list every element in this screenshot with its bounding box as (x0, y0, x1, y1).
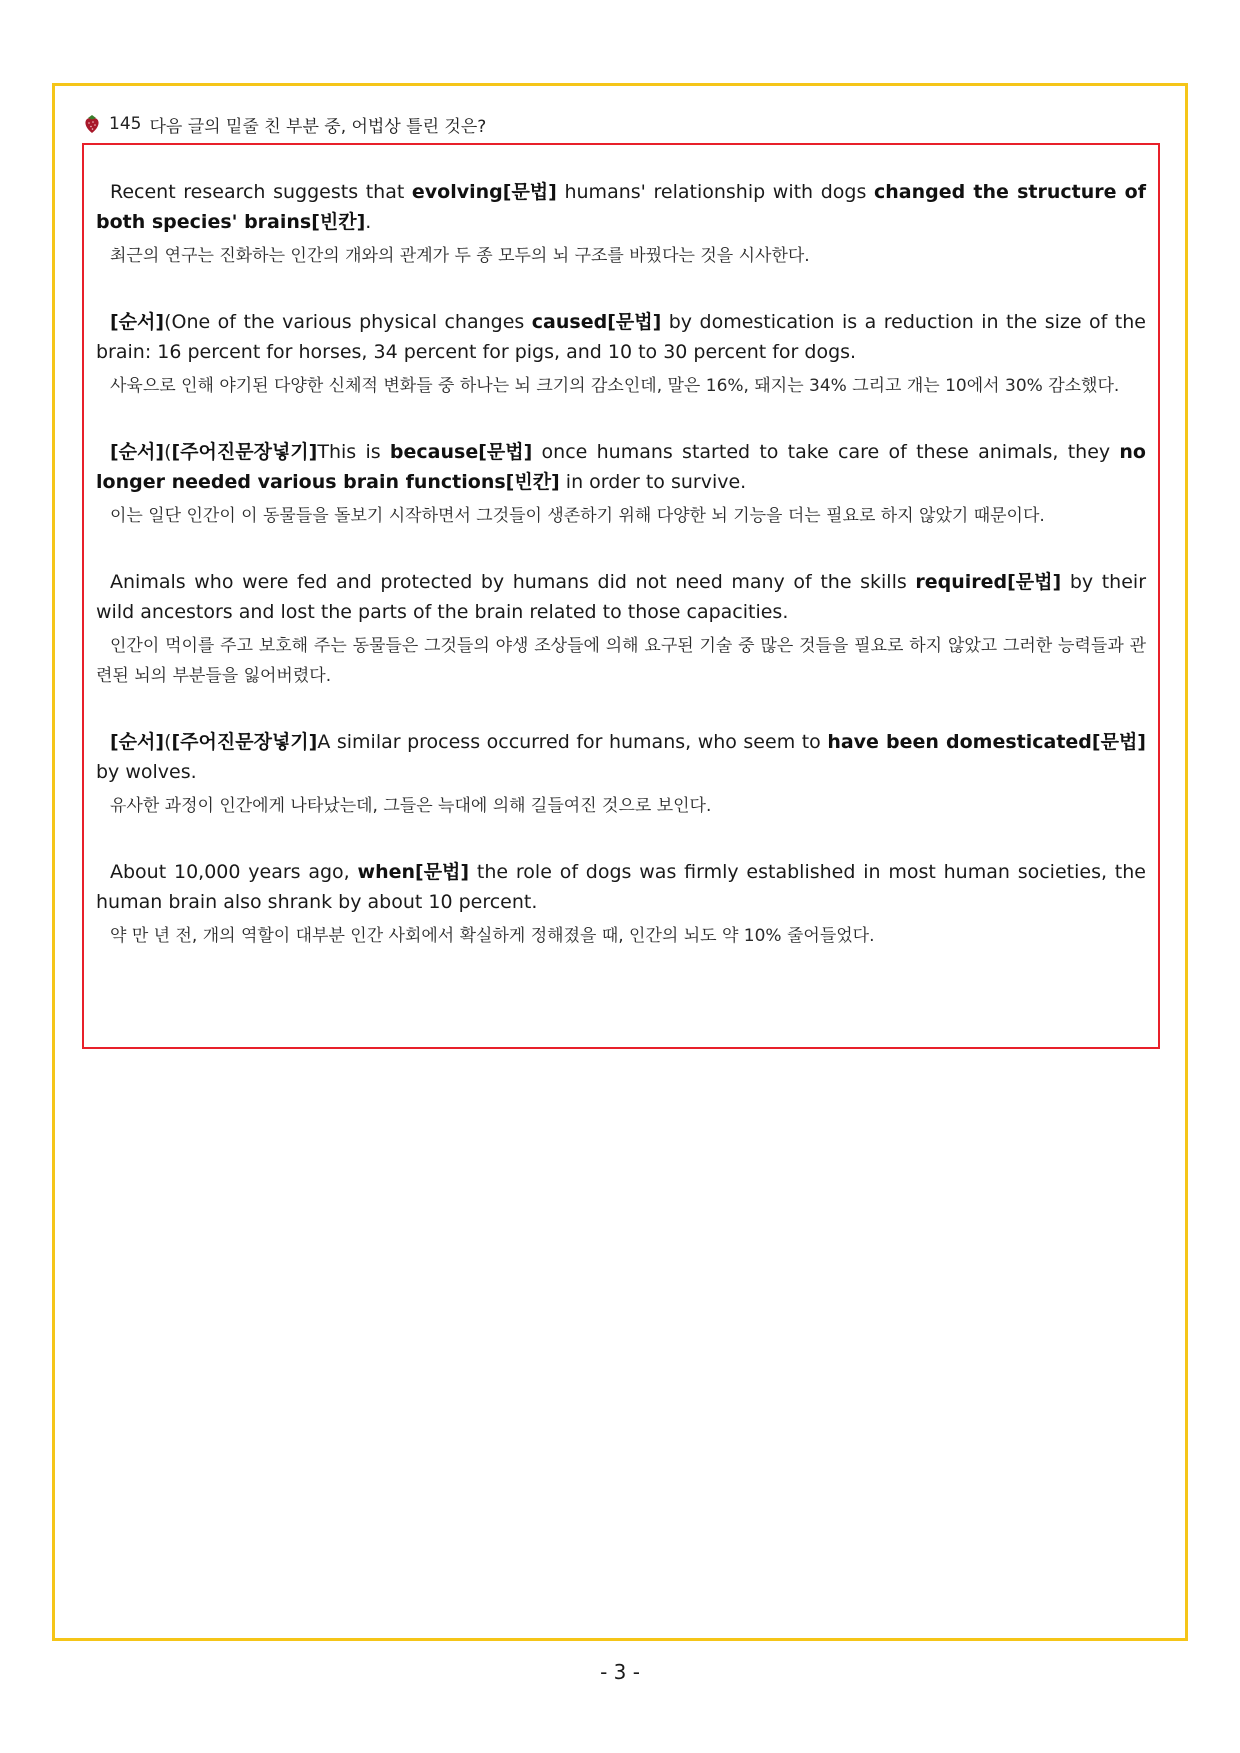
korean-translation: 유사한 과정이 인간에게 나타났는데, 그들은 늑대에 의해 길들여진 것으로 보인다. (110, 796, 712, 816)
passage-box (82, 143, 1160, 1049)
sentence-text: ( (164, 731, 172, 753)
marked-phrase: no longer needed various brain functions[빈칸] (96, 441, 1146, 493)
sentence-text: A similar process occurred for humans, who seem to (317, 731, 828, 753)
sentence-text: (One of the various physical changes (164, 311, 532, 333)
sentence-text: . (365, 211, 372, 233)
sentence-text: About 10,000 years ago, (110, 861, 358, 883)
sentence-text: This is (317, 441, 390, 463)
marked-phrase: [주어진문장넣기] (171, 731, 318, 753)
sentence-text: once humans started to take care of these animals, they (532, 441, 1120, 463)
page-number: - 3 - (600, 1660, 640, 1684)
sentence-text: by domestication is a reduction in the size of the brain: 16 percent for horses, 34 percent for pigs, and 10 to 30 percent for dogs. (96, 311, 1146, 363)
marked-phrase: [주어진문장넣기] (171, 441, 318, 463)
marked-phrase: changed the structure of both species' brains[빈칸] (96, 181, 1146, 233)
english-sentence (96, 437, 1146, 497)
strawberry-bullet-icon (84, 114, 100, 134)
korean-translation: 이는 일단 인간이 이 동물들을 돌보기 시작하면서 그것들이 생존하기 위해 다양한 뇌 기능을 더는 필요로 하지 않았기 때문이다. (110, 506, 1045, 526)
korean-translation: 사육으로 인해 야기된 다양한 신체적 변화들 중 하나는 뇌 크기의 감소인데, 말은 16%, 돼지는 34% 그리고 개는 10에서 30% 감소했다. (110, 376, 1120, 396)
sentence-text: Recent research suggests that (110, 181, 412, 203)
sentence-text: in order to survive. (559, 471, 747, 493)
marked-phrase: when[문법] (357, 861, 470, 883)
english-sentence (96, 727, 1146, 787)
question-header (84, 111, 486, 137)
english-sentence (96, 567, 1146, 627)
passage-paragraph (96, 307, 1146, 401)
korean-translation: 인간이 먹이를 주고 보호해 주는 동물들은 그것들의 야생 조상들에 의해 요구된 기술 중 많은 것들을 필요로 하지 않았고 그러한 능력들과 관련된 뇌의 부분들을 잃어버렸다. (96, 636, 1146, 686)
sentence-text: by their wild ancestors and lost the parts of the brain related to those capacities. (96, 571, 1147, 623)
sentence-text: ( (164, 441, 172, 463)
marked-phrase: [순서] (110, 311, 165, 333)
marked-phrase: have been domesticated[문법] (827, 731, 1146, 753)
passage-paragraph (96, 437, 1146, 531)
sentence-text: the role of dogs was firmly established in most human societies, the human brain also shrank by about 10 percent. (96, 861, 1146, 913)
question-text: 다음 글의 밑줄 친 부분 중, 어법상 틀린 것은? (149, 116, 487, 137)
marked-phrase: required[문법] (915, 571, 1062, 593)
marked-phrase: caused[문법] (531, 311, 662, 333)
marked-phrase: evolving[문법] (411, 181, 557, 203)
korean-translation: 약 만 년 전, 개의 역할이 대부분 인간 사회에서 확실하게 정해졌을 때, 인간의 뇌도 약 10% 줄어들었다. (110, 926, 875, 946)
english-sentence (96, 307, 1146, 367)
marked-phrase: [순서] (110, 441, 165, 463)
marked-phrase: [순서] (110, 731, 165, 753)
passage-paragraph (96, 567, 1146, 691)
sentence-text: Animals who were fed and protected by humans did not need many of the skills (110, 571, 916, 593)
passage-paragraph (96, 177, 1146, 271)
marked-phrase: because[문법] (389, 441, 533, 463)
sentence-text: humans' relationship with dogs (556, 181, 874, 203)
english-sentence (96, 857, 1146, 917)
question-number: 145 (109, 114, 142, 134)
passage-paragraph (96, 857, 1146, 951)
sentence-text: by wolves. (96, 761, 197, 783)
korean-translation: 최근의 연구는 진화하는 인간의 개와의 관계가 두 종 모두의 뇌 구조를 바꿨다는 것을 시사한다. (110, 246, 810, 266)
english-sentence (96, 177, 1146, 237)
passage-paragraph (96, 727, 1146, 821)
